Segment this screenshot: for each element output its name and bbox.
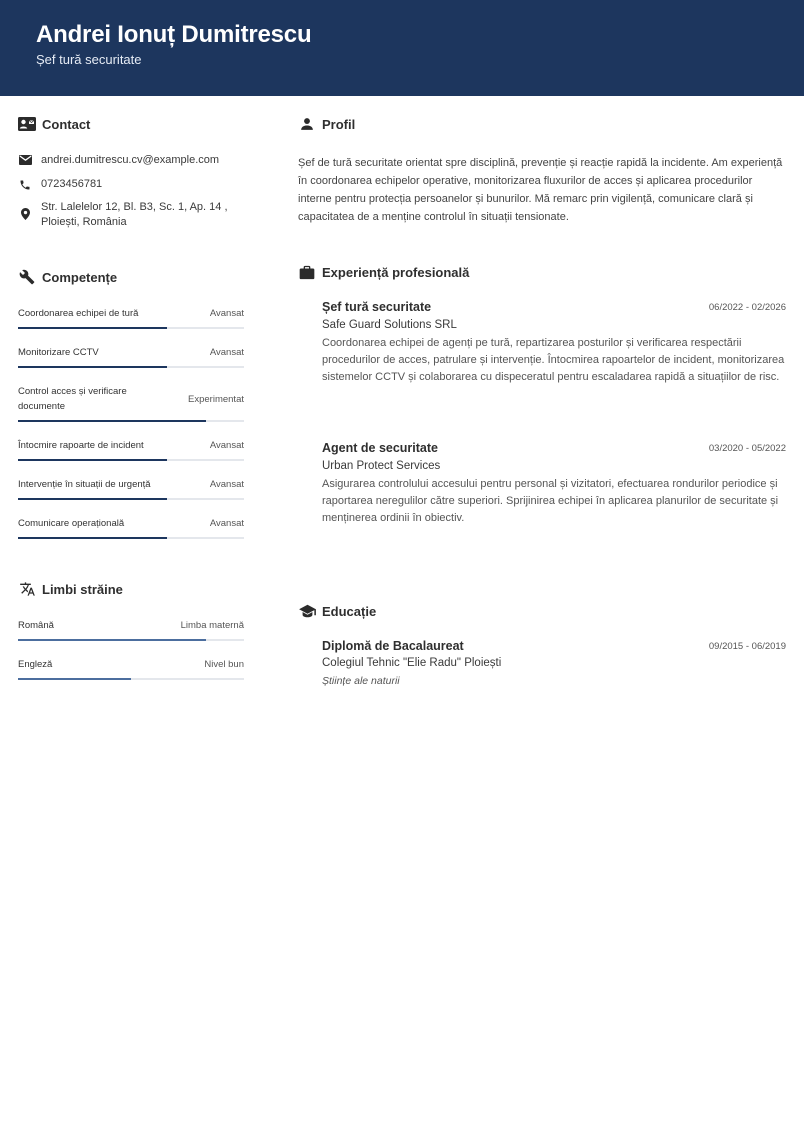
graduation-cap-icon [298,603,316,619]
school-name: Colegiul Tehnic "Elie Radu" Ploiești [322,657,502,669]
company-name: Safe Guard Solutions SRL [322,319,457,331]
translate-icon [18,581,36,597]
contact-heading: Contact [18,116,90,132]
job-title: Șef tură securitate [322,300,432,314]
company-name: Urban Protect Services [322,460,441,472]
skills-heading: Competențe [18,269,117,285]
candidate-name: Andrei Ionuț Dumitrescu [36,21,312,48]
skill-item: Comunicare operațională Avansat [18,516,244,531]
experience-entry [322,300,786,386]
contact-phone[interactable]: 0723456781 [18,177,102,192]
skill-item: Coordonarea echipei de tură Avansat [18,306,244,321]
skill-item: Intervenție în situații de urgență Avansat [18,477,244,492]
language-level-bar [18,678,244,680]
job-dates: 03/2020 - 05/2022 [708,443,786,454]
language-item: Română Limba maternă [18,618,244,633]
languages-heading: Limbi străine [18,581,123,597]
phone-icon [18,177,32,191]
specialization: Științe ale naturii [322,675,400,687]
contact-address: Str. Lalelelor 12, Bl. B3, Sc. 1, Ap. 14 , Ploiești, România [18,200,228,230]
location-pin-icon [18,200,32,220]
job-dates: 06/2022 - 02/2026 [708,302,786,313]
wrench-icon [18,269,36,285]
language-item: Engleză Nivel bun [18,657,244,672]
skill-item: Monitorizare CCTV Avansat [18,345,244,360]
contact-email[interactable]: andrei.dumitrescu.cv@example.com [18,153,219,168]
skill-level-bar [18,366,244,368]
skill-item: Control acces și verificare documente Experimentat [18,384,244,414]
contact-card-icon [18,116,36,132]
resume-header [0,0,804,96]
skill-level-bar [18,498,244,500]
skill-level-bar [18,327,244,329]
degree-title: Diplomă de Bacalaureat [322,639,464,653]
experience-heading: Experiență profesională [298,264,469,280]
candidate-job-title: Șef tură securitate [36,52,142,67]
profile-heading: Profil [298,116,355,132]
education-entry [322,639,786,687]
job-description: Coordonarea echipei de agenți pe tură, repartizarea posturilor și verificarea respectării procedurilor de acces, patrulare și intervenție. Întocmirea rapoartelor de incident, monitorizarea sistemelor CCTV și colaborarea cu dispeceratul pentru escaladarea rapidă a situațiilor de risc. [322,337,785,383]
experience-entry [322,441,786,527]
job-title: Agent de securitate [322,441,439,455]
person-icon [298,116,316,132]
briefcase-icon [298,264,316,280]
skill-level-bar [18,459,244,461]
profile-summary: Șef de tură securitate orientat spre disciplină, prevenție și reacție rapidă la incidente. Am experiență în coordonarea echipelor operative, monitorizarea fluxurilor de acces și aplicarea procedurilor interne pentru protecția persoanelor și bunurilor. Mă remarc prin vigilență, comunicare clară și capacitatea de a menține controlul în situații tensionate. [298,157,783,223]
email-icon [18,153,32,165]
job-description: Asigurarea controlului accesului pentru personal și vizitatori, efectuarea rondurilor periodice și raportarea neregulilor către superiori. Sprijinirea echipei în aplicarea planurilor de securitate și menținerea ordinii în obiectiv. [322,478,779,524]
skill-level-bar [18,420,244,422]
education-heading: Educație [298,603,376,619]
language-level-bar [18,639,244,641]
skill-level-bar [18,537,244,539]
skill-item: Întocmire rapoarte de incident Avansat [18,438,244,453]
education-dates: 09/2015 - 06/2019 [708,641,786,652]
